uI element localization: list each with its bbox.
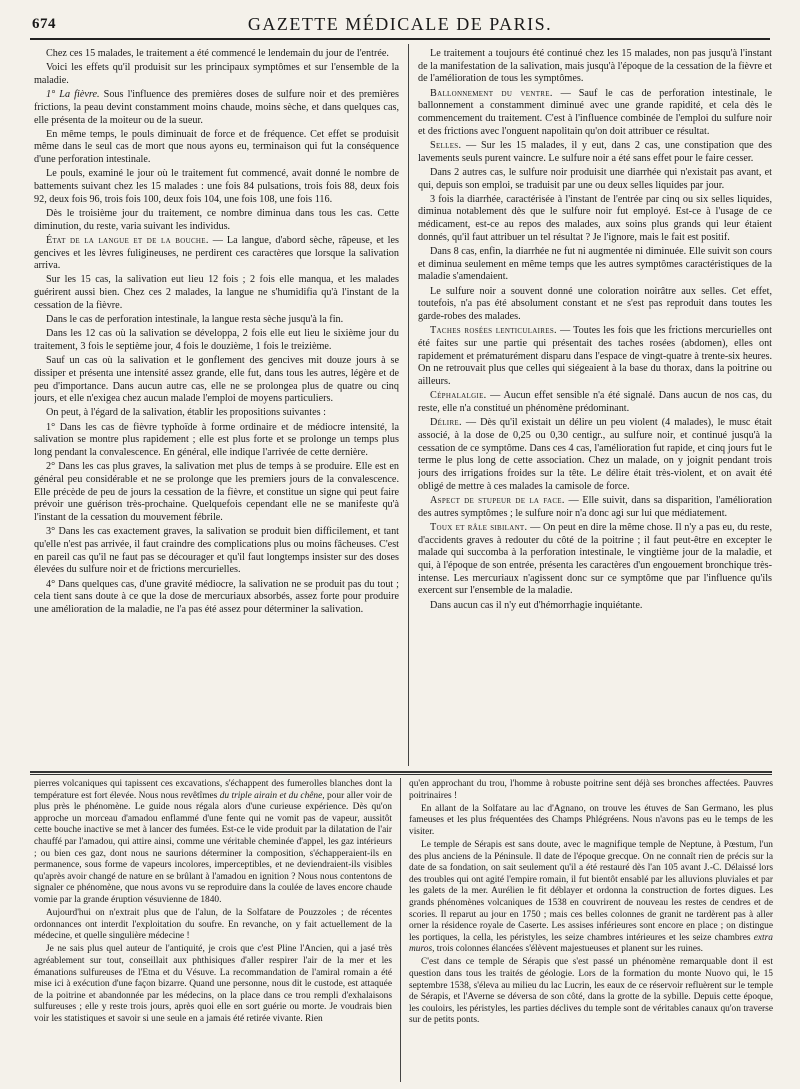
feuilleton-paragraph xyxy=(34,908,392,943)
paragraph-text: Le sulfure noir a souvent donné une coloration noirâtre aux selles. Cet effet, toutefois, n'a pas été absolument constant et ne s'est pas reproduit dans toutes les garde-robes des malades. xyxy=(418,285,772,323)
paragraph-text: — Sauf le cas de perforation intestinale, le ballonnement a constamment diminué avec une grande rapidité, et cela dès le commencement du traitement. C'est à l'influence combinée de l'emploi du sulfure noir et des frictions avec l'onguent napolitain qu'on doit attribuer ce résultat. xyxy=(418,87,772,137)
paragraph-text: On peut, à l'égard de la salivation, établir les propositions suivantes : xyxy=(46,407,326,419)
paragraph xyxy=(34,407,399,420)
paragraph xyxy=(34,62,399,87)
paragraph-text: Le pouls, examiné le jour où le traitement fut commencé, avait donné le nombre de battements suivant chez les 15 malades : une fois 84 pulsations, trois fois 88, deux fois 92, deux fois 96, trois fois 100, deux fois 104, une fois 108, une fois 116. xyxy=(34,168,399,205)
paragraph-text: pierres volcaniques qui tapissent ces excavations, s'échappent des fumerolles blanches dont la température est fort élevée. Nous nous revêtîmes xyxy=(34,779,392,801)
section-heading: Délire. xyxy=(430,417,462,429)
paragraph-text: — Dès qu'il existait un délire un peu violent (4 malades), le musc était associé, à la dose de 0,25 ou 0,30 centigr., au sulfure noir, et continué jusqu'à la cessation de ce symptôme. Dans ces 4 cas, l'amélioration fut rapide, et cinq jours fut le terme le plus long de cette association. Chez un malade, on y joignit pendant trois jours des irrigations froides sur la tête. Le délire était très-violent, et on avait été obligé de mettre à ces malades la camisole de force. xyxy=(418,417,772,492)
paragraph-text: Voici les effets qu'il produisit sur les principaux symptômes et sur l'ensemble de la maladie. xyxy=(34,62,399,86)
column-divider xyxy=(408,44,409,766)
paragraph xyxy=(34,129,399,167)
paragraph-text: 4° Dans quelques cas, d'une gravité médiocre, la salivation ne se produit pas du tout ; cela tient sans doute à ce que la dose de mercuriaux absorbés, assez forte pour produire une amélioration de la maladie, ne l'a pas été assez pour déterminer la salivation. xyxy=(34,578,399,616)
paragraph-text: 3 fois la diarrhée, caractérisée à l'instant de l'entrée par cinq ou six selles liquides, diminua notablement dès que le sulfure noir fut employé. Est-ce à l'usage de ce médicament, est-ce au repos des malades, aux soins plus grands qui leur étaient donnés, qu'il faut attribuer un tel résultat ? Je l'ignore, mais le fait est positif. xyxy=(418,193,772,243)
paragraph xyxy=(34,422,399,460)
paragraph xyxy=(34,328,399,353)
paragraph-text: — Elle suivit, dans sa disparition, l'amélioration des autres symptômes ; le sulfure noir n'a donc agi sur lui que médiatement. xyxy=(418,494,772,519)
page-header xyxy=(30,10,770,40)
paragraph-text: Chez ces 15 malades, le traitement a été commencé le lendemain du jour de l'entrée. xyxy=(46,48,389,59)
feuilleton-paragraph xyxy=(34,779,392,907)
paragraph-text: Le traitement a toujours été continué chez les 15 malades, non pas jusqu'à l'instant de la manifestation de la salivation, mais jusqu'à l'époque de la cessation de la fièvre et de l'amélioration de tous les symptômes. xyxy=(418,48,772,85)
paragraph-text: Aujourd'hui on n'extrait plus que de l'alun, de la Solfatare de Pouzzoles ; de récentes ordonnances ont interdit l'exploitation du soufre. En revanche, on y fait actuellement de la médecine, et quelle singulière médecine ! xyxy=(34,908,392,942)
paragraph xyxy=(34,235,399,273)
feuilleton-separator-thin xyxy=(30,774,772,775)
paragraph-text: En même temps, le pouls diminuait de force et de fréquence. Cet effet se produisit même dans le seul cas de mort que nous ayons eu, terminaison qui fut la conséquence d'une perforation intestinale. xyxy=(34,128,399,166)
section-heading: 1° La fièvre. xyxy=(46,89,100,101)
paragraph-text: 1° Dans les cas de fièvre typhoïde à forme ordinaire et de médiocre intensité, la salivation se montre plus rapidement ; elle est plus forte et se prolonge un temps plus long pendant la convalescence. En général, elle indique l'arrivée de cette dernière. xyxy=(34,421,399,459)
paragraph xyxy=(418,522,772,598)
paragraph-text: Dans 8 cas, enfin, la diarrhée ne fut ni augmentée ni diminuée. Elle suivit son cours et diminua seulement en même temps que les autres symptômes caractéristiques de la maladie s'amendaient. xyxy=(418,246,772,283)
paragraph xyxy=(34,89,399,127)
paragraph-text: Le temple de Sérapis est sans doute, avec le magnifique temple de Neptune, à Pœstum, l'un des plus anciens de la Péninsule. Il date de l'époque grecque. On ne connaît rien de précis sur la date de sa fondation, on sait seulement qu'il a été restauré dès l'an 105 avant J.-C. Délaissé lors des troubles qui ont agité l'empire romain, il fut bientôt ensablé par les alluvions pluviales et par les galets de la mer. Aurélien le fit déblayer et ordonna la construction de fortes digues. Les grands phénomènes volcaniques de 1538 en couvrirent de nouveau les restes de cendres et de scories. Il reparut au jour en 1750 ; mais ces belles colonnes de granit ne tardèrent pas à aller orner la résidence royale de Caserte. Les assises inférieures sont encore en place ; on distingue les portiques, la cella, les péristyles, les seize chambres intérieures et les seize chambres xyxy=(409,839,773,943)
paragraph-text: Dans aucun cas il n'y eut d'hémorrhagie inquiétante. xyxy=(430,599,643,611)
paragraph-text: En allant de la Solfatare au lac d'Agnano, on trouve les étuves de San Germano, les plus fameuses et les plus fréquentées des Champs Phlégréens. Nous n'avons pas eu le temps de les visiter. xyxy=(409,803,773,837)
paragraph-text: C'est dans ce temple de Sérapis que s'est passé un phénomène remarquable dont il est question dans tous les traités de géologie. Lors de la formation du monte Nuovo qui, le 15 septembre 1538, s'éleva au milieu du lac Lucrin, les eaux de ce réservoir refluèrent sur le temple de Sérapis, et l'Averne se déversa de son côté, dans la grotte de la sybille. Depuis cette époque, les couloirs, les péristyles, les parties déclives du temple sont de véritables canaux qu'on traverse sur de petits ponts. xyxy=(409,957,773,1026)
paragraph xyxy=(418,167,772,192)
feuilleton-paragraph xyxy=(409,804,773,839)
article-right-column xyxy=(418,48,772,763)
paragraph xyxy=(34,579,399,617)
feuilleton-separator xyxy=(30,771,772,773)
paragraph xyxy=(34,461,399,525)
paragraph-text: Sauf un cas où la salivation et le gonflement des gencives mit douze jours à se dissiper et présenta une intensité assez grande, elle fut, dans tous les autres, légère et de peu d'importance. Dans aucun autre cas, elle ne se prolongea plus de quatre ou cinq jours, et elle n'exigea chez aucun malade l'emploi de moyens particuliers. xyxy=(34,355,399,405)
page-number: 674 xyxy=(32,16,56,32)
paragraph-text: Dans les 12 cas où la salivation se développa, 2 fois elle eut lieu le sixième jour du traitement, 3 fois le septième jour, 4 fois le douzième, 1 fois le treizième. xyxy=(34,328,399,352)
article-left-column xyxy=(34,48,399,763)
section-heading: Aspect de stupeur de la face. xyxy=(430,494,565,506)
section-heading: Selles. xyxy=(430,139,462,151)
paragraph xyxy=(34,48,399,61)
section-heading: Ballonnement du ventre. xyxy=(430,87,553,99)
feuilleton-column-divider xyxy=(400,778,401,1082)
paragraph xyxy=(418,194,772,245)
section-heading: Toux et râle sibilant. xyxy=(430,521,528,533)
paragraph-text: Dans 2 autres cas, le sulfure noir produisit une diarrhée qui n'existait pas avant, et qui, depuis son emploi, se traduisit par une ou deux selles liquides par jour. xyxy=(418,166,772,191)
paragraph xyxy=(418,286,772,324)
paragraph-text: 2° Dans les cas plus graves, la salivation met plus de temps à se produire. Elle est en général peu considérable et ne se prolonge que les premiers jours de la convalescence. Elle précède de peu de jours la cessation de la fièvre, et constitue un signe qui peut faire prévoir une guérison très-prochaine. Quelquefois cependant elle ne se manifeste qu'à l'instant de la cessation du mouvement fébrile. xyxy=(34,461,399,524)
paragraph xyxy=(34,526,399,577)
feuilleton-right-column xyxy=(409,779,773,1084)
paragraph-text: Dans le cas de perforation intestinale, la langue resta sèche jusqu'à la fin. xyxy=(46,314,344,326)
paragraph xyxy=(418,495,772,520)
paragraph xyxy=(418,88,772,139)
feuilleton-paragraph xyxy=(409,779,773,802)
paragraph xyxy=(418,48,772,86)
section-heading: Céphalalgie. xyxy=(430,390,487,402)
paragraph-text: Je ne sais plus quel auteur de l'antiquité, je crois que c'est Pline l'Ancien, qui a jasé très agréablement sur tout, conseillait aux phthisiques d'aller respirer l'air de la mer et les émanations sulfureuses de l'Etna et du Vésuve. La recommandation de l'amiral romain a été mise ici à exécution d'une façon bizarre. Quand une personne, nous dit le custode, est attaquée de la poitrine et abandonnée par les médecins, on la place dans ce trou rempli d'exhalaisons sulfureuses ; elle y reste trois jours, après quoi elle en sort guérie ou morte. Je voudrais bien voir les statistiques et savoir si une seule en a jamais été retirée vivante. Rien xyxy=(34,944,392,1024)
paragraph xyxy=(418,325,772,389)
paragraph xyxy=(34,168,399,206)
section-heading: État de la langue et de la bouche. xyxy=(46,234,209,246)
paragraph xyxy=(34,208,399,233)
paragraph-text: trois colonnes élancées s'élèvent majestueuses et planent sur les ruines. xyxy=(434,944,703,955)
paragraph-text: qu'en approchant du trou, l'homme à robuste poitrine sent déjà ses bronches affectées. Pauvres poitrinaires ! xyxy=(409,779,773,801)
italic-text: du triple airain et du chêne, xyxy=(219,790,325,801)
paragraph-text: — La langue, d'abord sèche, râpeuse, et les gencives et les lèvres fuligineuses, ne perdirent ces caractères que lorsque la salivation arriva. xyxy=(34,234,399,272)
paragraph-text: — Toutes les fois que les frictions mercurielles ont été faites sur une partie qui présentait des taches rosées (abdomen), elles ont rapidement et prématurément disparu dans l'espace de vingt-quatre à trente-six heures. On ne retrouvait plus que celles qui siégeaient à la base du thorax, dans la poitrine ou ailleurs. xyxy=(418,325,772,388)
paragraph xyxy=(418,140,772,165)
paragraph xyxy=(418,246,772,284)
paragraph-text: — On peut en dire la même chose. Il n'y a pas eu, du reste, d'accidents graves à redouter du côté de la poitrine ; il faut peut-être en excepter le malade qui succomba à la perforation intestinale, le vingtième jour de la maladie, et qui, à l'époque de son entrée, présenta les caractères d'un engouement bronchique très-intense. Les mercuriaux n'agissent donc sur ce symptôme que par l'influence qu'ils exercent sur l'ensemble de la maladie. xyxy=(418,521,772,597)
journal-title: GAZETTE MÉDICALE DE PARIS. xyxy=(247,14,553,34)
paragraph xyxy=(418,600,772,613)
paragraph xyxy=(418,417,772,493)
feuilleton-left-column xyxy=(34,779,392,1084)
paragraph xyxy=(34,355,399,406)
paragraph-text: 3° Dans les cas exactement graves, la salivation se produit bien difficilement, et tant qu'elle n'est pas arrivée, il faut craindre des complications plus ou moins fâcheuses. C'est en pareil cas qu'il ne faut pas se décourager et qu'il faut longtemps insister sur des doses élevées du sulfure noir et de frictions mercurielles. xyxy=(34,526,399,576)
paragraph xyxy=(34,274,399,312)
paragraph-text: Sur les 15 cas, la salivation eut lieu 12 fois ; 2 fois elle manqua, et les malades guérirent aussi bien. Chez ces 2 malades, la langue ne s'humidifia qu'à l'instant de la cessation de la fièvre. xyxy=(34,274,399,311)
feuilleton-paragraph xyxy=(34,944,392,1025)
italic-text: extra muros, xyxy=(409,932,773,955)
paragraph xyxy=(418,390,772,415)
paragraph-text: Dès le troisième jour du traitement, ce nombre diminua dans tous les cas. Cette diminution, du reste, varia suivant les individus. xyxy=(34,207,399,232)
paragraph-text: Sous l'influence des premières doses de sulfure noir et des premières frictions, la peau devint constamment moins chaude, moins sèche, et dans quelques cas, elle présenta de la moiteur ou de la sueur. xyxy=(34,89,399,126)
paragraph-text: — Aucun effet sensible n'a été signalé. Dans aucun de nos cas, du reste, elle n'a constitué un phénomène prédominant. xyxy=(418,390,772,414)
section-heading: Taches rosées lenticulaires. xyxy=(430,325,557,337)
feuilleton-paragraph xyxy=(409,840,773,956)
paragraph-text: — Sur les 15 malades, il y eut, dans 2 cas, une constipation que des lavements seuls purent vaincre. Le sulfure noir a été sans effet pour le faire cesser. xyxy=(418,139,772,164)
paragraph-text: pour aller voir de plus près le phénomène. Le guide nous régala alors d'une curieuse expérience. Dès qu'on approche un morceau d'amadou enflammé d'une fente qui ne vomit pas de vapeur, aussitôt cette bouche inactive se met à lancer des fumées. Est-ce le vide produit par la dilatation de l'air chauffé par l'amadou, qui attire ainsi, comme une véritable cheminée d'appel, les gaz intérieurs ; ou bien ces gaz, dont nous ne saurions déterminer la composition, s'échapperaient-ils en permanence, sous forme de vapeurs incolores, imperceptibles, et ne deviendraient-ils visibles qu'après avoir changé de nature en se brûlant à l'amadou en ignition ? Nous nous contentons de signaler ce phénomène, que nous avons vu se reproduire dans la coulée de laves encore chaude vomie par la grande éruption vésuvienne de 1840. xyxy=(34,790,392,905)
paragraph xyxy=(34,314,399,327)
feuilleton-paragraph xyxy=(409,957,773,1027)
